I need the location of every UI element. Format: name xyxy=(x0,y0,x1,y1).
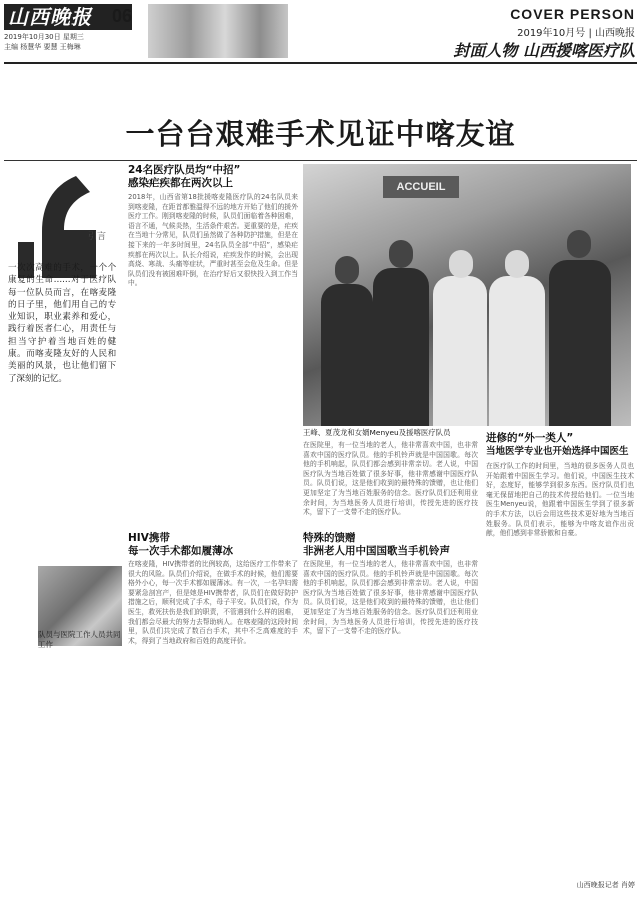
header-photo xyxy=(148,4,288,58)
person-3 xyxy=(433,276,487,426)
section-2-subhead: HIV携带 xyxy=(128,532,170,544)
issue-date: 2019年10月30日 星期三 xyxy=(4,33,84,41)
section-4-subhead-2: 当地医学专业也开始选择中国医生 xyxy=(486,446,629,457)
team-photo-main xyxy=(303,164,631,426)
newspaper-masthead: 山西晚报 xyxy=(4,4,132,30)
photo-side-text: 在医院里，有一位当地的老人，他非常喜欢中国，也非常喜欢中国的医疗队员。他的手机铃声就是中国国歌。每次他的手机响起，队员们都会感到非常亲切。老人说，中国医疗队为当地百姓做了很多好事，他非常感谢中国医疗队员。队员们说，这是他们收到的最特殊的馈赠，也让他们更加坚定了为当地百姓服务的信念。医疗队员们还利用业余时间，为当地医务人员进行培训，传授先进的医疗技术，留下了一支带不走的医疗队。 xyxy=(303,441,478,517)
section-2-body: 在喀麦隆，HIV携带者的比例较高，这给医疗工作带来了很大的风险。队员们介绍说，在做手术的时候，他们需要格外小心，每一次手术都如履薄冰。有一次，一名孕妇需要紧急剖宫产，但是她是HIV携带者，队员们在做好防护措施之后，顺利完成了手术，母子平安。队员们说，作为医生，救死扶伤是我们的职责，不管遇到什么样的困难，我们都会尽最大的努力去帮助病人。在喀麦隆的这段时间里，队员们共完成了数百台手术，其中不乏高难度的手术，得到了当地政府和百姓的高度评价。 xyxy=(128,560,298,645)
person-2 xyxy=(373,268,429,426)
intro-label: 引言 xyxy=(88,232,107,242)
person-5 xyxy=(549,260,611,426)
section-2-subhead-2: 每一次手术都如履薄冰 xyxy=(128,545,233,557)
section-4-subhead: 进修的“外一类人” xyxy=(486,432,574,444)
page-headline: 一台台艰难手术见证中喀友谊 xyxy=(125,117,516,151)
header-divider xyxy=(4,62,637,64)
person-1-head xyxy=(335,256,359,284)
issue-date-right: 2019年10月号 | 山西晚报 xyxy=(517,28,635,39)
headline-divider xyxy=(4,160,637,161)
section-3-subhead-2: 非洲老人用中国国歌当手机铃声 xyxy=(303,545,450,557)
section-1-body: 2018年，山西省第18批援喀麦隆医疗队的24名队员来到喀麦隆，在距首都雅温得不远的地方开始了他们的援外医疗工作。刚到喀麦隆的时候，队员们面临着各种困难，语言不通，气候炎热，生活条件艰苦。更重要的是，疟疾在当地十分常见，队员们虽然做了各种防护措施，但是在接下来的一年多时间里，24名队员全部“中招”，感染疟疾都在两次以上。队长介绍说，疟疾发作的时候，会出现高烧、寒战、头痛等症状，严重时甚至会危及生命。但是队员们没有被困难吓倒，在治疗好后又很快投入到工作当中。 xyxy=(128,193,298,288)
person-4-head xyxy=(505,250,529,278)
section-title: 封面人物 山西援喀医疗队 xyxy=(453,41,635,60)
page-number: 06 xyxy=(112,6,133,26)
section-4 xyxy=(486,432,634,458)
small-photo-caption: 队员与医院工作人员共同工作 xyxy=(38,630,121,649)
person-4 xyxy=(489,276,545,426)
section-1 xyxy=(128,164,298,190)
section-4-body: 在医疗队工作的时间里，当地的很多医务人员也开始跟着中国医生学习。他们说，中国医生技术好，态度好，能够学到很多东西。医疗队员们也毫无保留地把自己的技术传授给他们。一位当地医生Menyeu说，他跟着中国医生学到了很多新的手术方法，以后会用这些技术更好地为当地百姓服务。队员们表示，能够为中喀友谊作出贡献，他们感到非常骄傲和自豪。 xyxy=(486,462,634,538)
accueil-sign: ACCUEIL xyxy=(383,176,459,198)
cover-person-label: COVER PERSON xyxy=(510,6,635,22)
person-5-head xyxy=(567,230,591,258)
person-3-head xyxy=(449,250,473,278)
person-1 xyxy=(321,284,373,426)
editor-credits: 主编 杨慧华 要慧 王梅琳 xyxy=(4,43,81,51)
section-3-subhead: 特殊的馈赠 xyxy=(303,532,356,544)
section-1-subhead-2: 感染疟疾都在两次以上 xyxy=(128,177,233,189)
section-3 xyxy=(303,532,478,558)
section-2 xyxy=(128,532,298,558)
person-2-head xyxy=(389,240,413,268)
section-1-subhead: 24名医疗队员均“中招” xyxy=(128,164,241,176)
masthead-dateline xyxy=(4,32,154,52)
reporter-credit: 山西晚报记者 肖婷 xyxy=(576,881,635,889)
section-3-body: 在医院里，有一位当地的老人，他非常喜欢中国，也非常喜欢中国的医疗队员。他的手机铃声就是中国国歌。每次他的手机响起，队员们都会感到非常亲切。老人说，中国医疗队为当地百姓做了很多好事，他非常感谢中国医疗队员。队员们说，这是他们收到的最特殊的馈赠，也让他们更加坚定了为当地百姓服务的信念。医疗队员们还利用业余时间，为当地医务人员进行培训，传授先进的医疗技术，留下了一支带不走的医疗队。 xyxy=(303,560,478,636)
main-photo-caption: 王峰、夏茂龙和女婿Menyeu及援喀医疗队员 xyxy=(303,428,451,437)
intro-text: 一次次高难的手术，一个个康复的生命……对于医疗队每一位队员而言，在喀麦隆的日子里，他们用自己的专业知识，职业素养和爱心，践行着医者仁心，用责任与担当守护着当地百姓的健康。而喀麦隆友好的人民和美丽的风景，也让他们留下了深刻的记忆。 xyxy=(8,263,116,384)
